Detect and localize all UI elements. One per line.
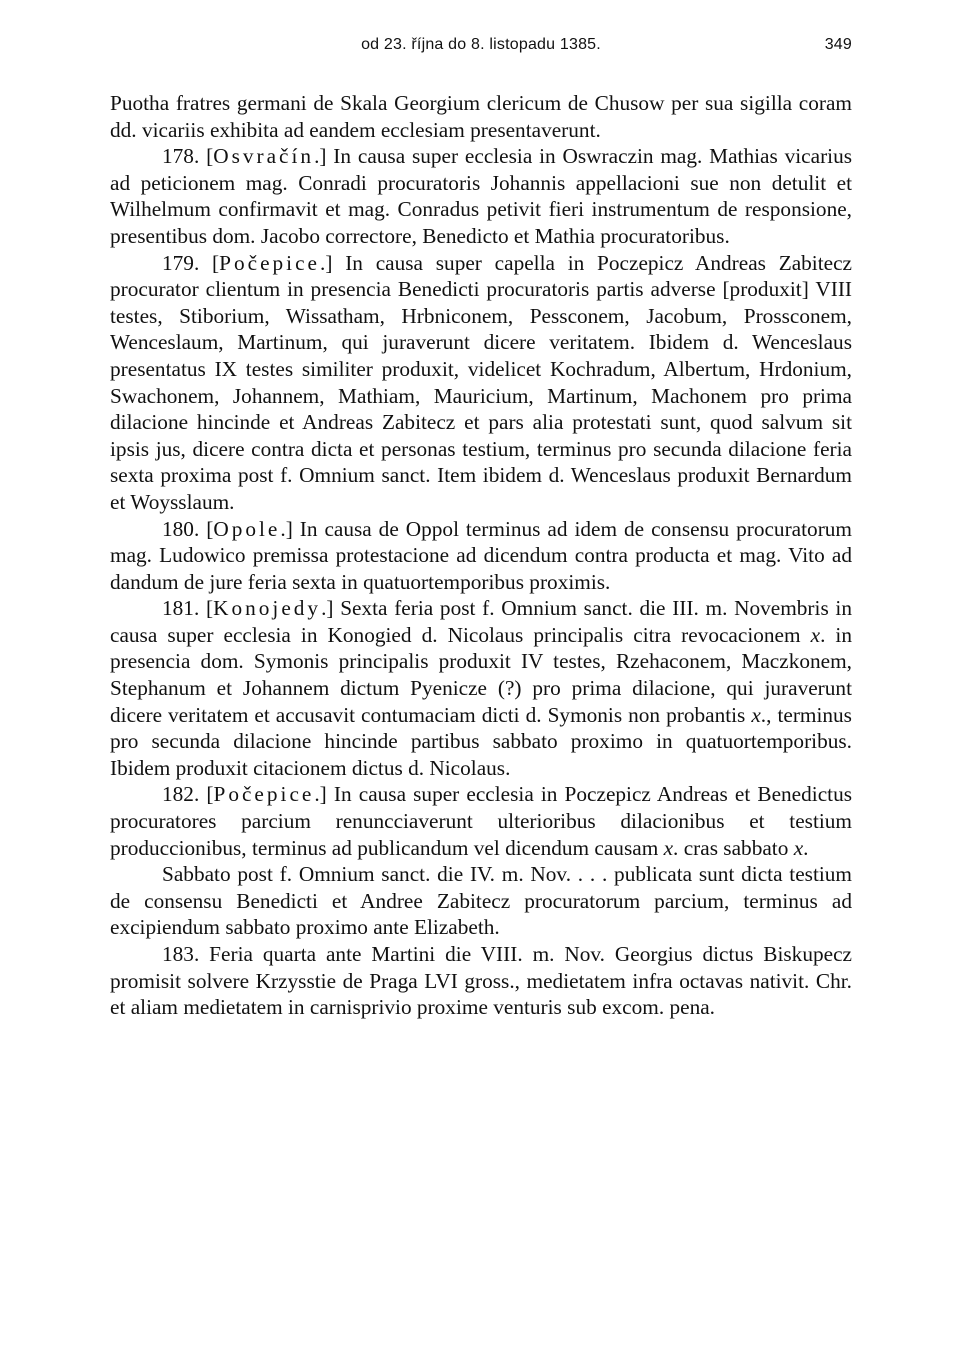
- paragraph: [110, 781, 852, 861]
- place-name: Osvračín: [213, 144, 315, 169]
- paragraph: [110, 250, 852, 516]
- italic-abbreviation: x: [663, 835, 674, 860]
- italic-abbreviation: x: [793, 835, 804, 860]
- place-name: Počepice: [213, 782, 315, 807]
- paragraph: [110, 143, 852, 249]
- text-run: 182. [: [162, 782, 214, 807]
- text-run: 180. [: [162, 516, 214, 541]
- text-run: .: [803, 835, 809, 860]
- italic-abbreviation: x: [751, 702, 761, 727]
- paragraph: [110, 90, 852, 143]
- text-run: . cras sabbato: [673, 835, 794, 860]
- running-title: od 23. října do 8. listopadu 1385.: [361, 36, 601, 53]
- paragraph: [110, 516, 852, 596]
- text-run: 183. Feria quarta ante Martini die VIII. m. Nov. Georgius dictus Biskupecz promisit solvere Krzysstie de Praga LVI gross., medietatem infra octavas nativit. Chr. et aliam medietatem in carnisprivio proxime venturis sub excom. pena.: [110, 942, 852, 1020]
- text-run: .] Sexta feria post f. Omnium sanct. die III. m. Novembris in causa super ecclesia in Konogied d. Nicolaus principalis citra revocacionem: [110, 596, 853, 647]
- text-run: .] In causa de Oppol terminus ad idem de consensu procuratorum mag. Ludowico premissa protestacione ad dicendum contra producta et mag. Vito ad dandum de jure feria sexta in quatuortemporibus proximis.: [110, 516, 852, 594]
- paragraph: [110, 861, 852, 941]
- paragraph: [110, 941, 852, 1021]
- text-run: 178. [: [162, 144, 214, 169]
- place-name: Opole: [213, 516, 281, 541]
- text-run: .] In causa super capella in Poczepicz Andreas Zabitecz procurator clientum in presencia Benedicti procuratoris partis adverse [produxit] VIII testes, Stiborium, Wissatham, Hrbniconem, Pessconem, Jacobum, Prossconem, Wenceslaum, Martinum, qui juraverunt dicere veritatem. Ibidem d. Wenceslaus presentatus IX testes similiter produxit, videlicet Kochradum, Albertum, Hrdonium, Swachonem, Johannem, Mathiam, Mauricium, Martinum, Machonem pro prima dilacione hincinde et Andreas Zabitecz et pars alia protestati sunt, quod salvum sit ipsis jus, dicere contra dicta et personas testium, terminus pro secunda dilacione feria sexta proxima post f. Omnium sanct. Item ibidem d. Wenceslaus produxit Bernardum et Woysslaum.: [110, 250, 852, 514]
- text-run: Puotha fratres germani de Skala Georgium clericum de Chusow per sua sigilla coram dd. vicariis exhibita ad eandem ecclesiam presentaverunt.: [110, 91, 852, 142]
- paragraph: [110, 595, 852, 781]
- italic-abbreviation: x: [810, 622, 821, 647]
- page-number: 349: [824, 36, 852, 53]
- text-run: 179. [: [162, 250, 220, 275]
- place-name: Konojedy: [213, 596, 322, 621]
- text-run: Sabbato post f. Omnium sanct. die IV. m. Nov. . . . publicata sunt dicta testium de consensu Benedicti et Andree Zabitecz procuratorum parcium, terminus ad excipiendum sabbato proximo ante Elizabeth.: [110, 862, 852, 940]
- body-text: [110, 90, 852, 1021]
- text-run: 181. [: [162, 596, 214, 621]
- text-run: .] In causa super ecclesia in Oswraczin mag. Mathias vicarius ad peticionem mag. Conradi procuratoris Johannis appellacioni sue non detulit et Wilhelmum confirmavit et mag. Conradus petivit fieri instrumentum de responsione, presentibus dom. Jacobo correctore, Benedicto et Mathia procuratoribus.: [110, 144, 853, 248]
- text-run: . in presencia dom. Symonis principalis produxit IV testes, Rzehaconem, Maczkonem, Stephanum et Johannem dictum Pyenicze (?) pro prima dilacione, qui juraverunt dicere veritatem et accusavit contumaciam dicti d. Symonis non probantis: [110, 622, 852, 727]
- place-name: Počepice: [219, 250, 321, 275]
- text-run: .] In causa super ecclesia in Poczepicz Andreas et Benedictus procuratores parcium renuncciaverunt ulterioribus dilacionibus et testium produccionibus, terminus ad publicandum vel dicendum causam: [110, 782, 853, 860]
- running-header: [110, 36, 852, 66]
- document-page: [110, 36, 852, 1021]
- text-run: ., terminus pro secunda dilacione hincinde partibus sabbato proximo in quatuortemporibus. Ibidem produxit citacionem dictus d. Nicolaus.: [110, 702, 852, 780]
